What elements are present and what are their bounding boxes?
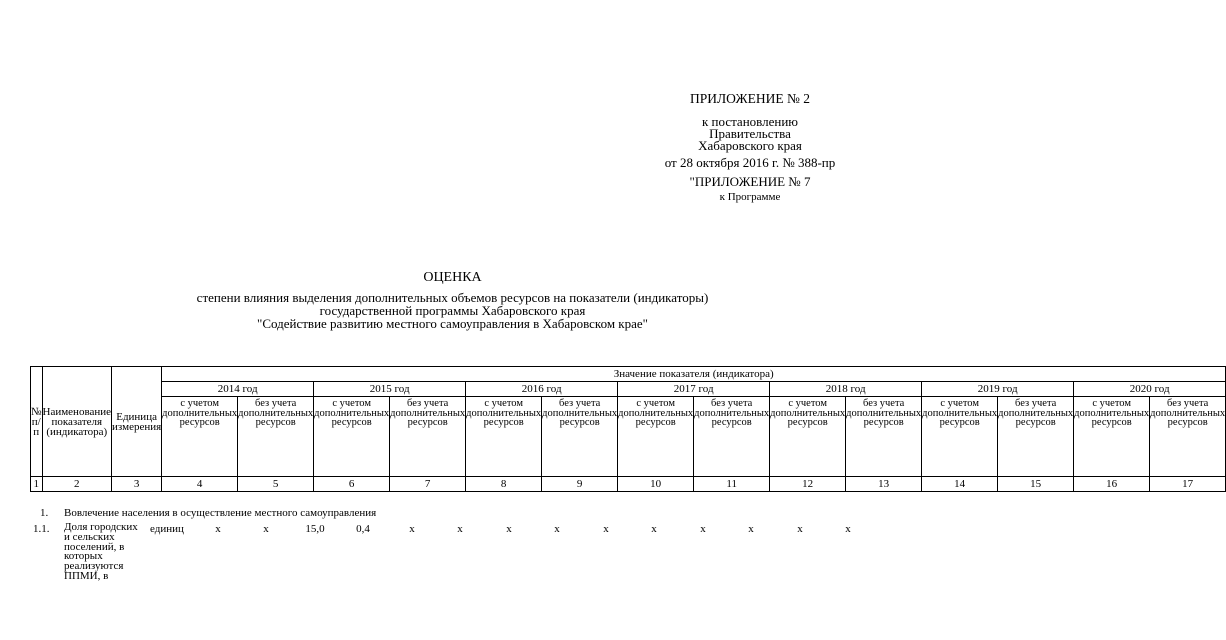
column-number: 6 — [314, 477, 390, 492]
without-resources-header: без учета дополнительных ресурсов — [846, 397, 922, 477]
doc-subtitle-3: "Содействие развитию местного самоуправления в Хабаровском крае" — [257, 316, 648, 331]
col-header-unit: Единица измерения — [112, 367, 162, 477]
with-resources-header: с учетом дополнительных ресурсов — [770, 397, 846, 477]
appendix-line-4: Хабаровского края — [698, 138, 802, 153]
without-resources-header: без учета дополнительных ресурсов — [238, 397, 314, 477]
without-resources-header: без учета дополнительных ресурсов — [694, 397, 770, 477]
row-value: х — [554, 523, 560, 535]
with-resources-header: с учетом дополнительных ресурсов — [1074, 397, 1150, 477]
row-value: х — [845, 523, 851, 535]
row-indicator-name: Доля городских и сельских поселений, в которых реализуются ППМИ, в — [64, 521, 138, 582]
col-header-values: Значение показателя (индикатора) — [162, 367, 1226, 382]
appendix-title: ПРИЛОЖЕНИЕ № 2 — [689, 91, 811, 106]
row-value: х — [263, 523, 269, 535]
without-resources-header: без учета дополнительных ресурсов — [998, 397, 1074, 477]
without-resources-header: без учета дополнительных ресурсов — [1150, 397, 1226, 477]
with-resources-header: с учетом дополнительных ресурсов — [466, 397, 542, 477]
row-value: х — [651, 523, 657, 535]
row-value: 0,4 — [356, 523, 370, 535]
doc-subtitle-1: степени влияния выделения дополнительных объемов ресурсов на показатели (индикаторы) — [196, 290, 709, 305]
year-header: 2020 год — [1074, 382, 1226, 397]
column-number: 3 — [112, 477, 162, 492]
column-number: 12 — [770, 477, 846, 492]
column-number: 5 — [238, 477, 314, 492]
doc-title: ОЦЕНКА — [423, 270, 482, 285]
appendix-line-3: Правительства — [709, 126, 791, 141]
row-value: х — [409, 523, 415, 535]
column-number: 16 — [1074, 477, 1150, 492]
doc-subtitle-2: государственной программы Хабаровского края — [319, 303, 586, 318]
column-number: 7 — [390, 477, 466, 492]
row-unit: единиц — [150, 523, 184, 535]
column-number: 14 — [922, 477, 998, 492]
with-resources-header: с учетом дополнительных ресурсов — [162, 397, 238, 477]
row-value: 15,0 — [305, 523, 325, 535]
year-header: 2015 год — [314, 382, 466, 397]
row-value: х — [506, 523, 512, 535]
year-header: 2017 год — [618, 382, 770, 397]
column-number: 9 — [542, 477, 618, 492]
without-resources-header: без учета дополнительных ресурсов — [542, 397, 618, 477]
column-number: 10 — [618, 477, 694, 492]
row-value: х — [457, 523, 463, 535]
row-value: х — [603, 523, 609, 535]
year-header: 2018 год — [770, 382, 922, 397]
appendix-line-7: к Программе — [719, 191, 781, 203]
column-number: 1 — [31, 477, 43, 492]
row-value: х — [215, 523, 221, 535]
column-number: 17 — [1150, 477, 1226, 492]
appendix-line-6: "ПРИЛОЖЕНИЕ № 7 — [689, 174, 811, 189]
column-number: 4 — [162, 477, 238, 492]
year-header: 2014 год — [162, 382, 314, 397]
col-header-num: № п/п — [31, 367, 43, 477]
row-number: 1.1. — [33, 523, 50, 535]
section-number: 1. — [40, 507, 49, 519]
appendix-line-2: к постановлению — [701, 114, 799, 129]
column-number: 2 — [42, 477, 112, 492]
appendix-date: от 28 октября 2016 г. № 388-пр — [664, 155, 836, 170]
with-resources-header: с учетом дополнительных ресурсов — [618, 397, 694, 477]
col-header-name: Наименование показателя (индикатора) — [42, 367, 112, 477]
indicators-table — [30, 366, 1226, 492]
year-header: 2016 год — [466, 382, 618, 397]
row-value: х — [797, 523, 803, 535]
year-header: 2019 год — [922, 382, 1074, 397]
column-number: 15 — [998, 477, 1074, 492]
row-value: х — [700, 523, 706, 535]
column-number: 11 — [694, 477, 770, 492]
column-number: 8 — [466, 477, 542, 492]
without-resources-header: без учета дополнительных ресурсов — [390, 397, 466, 477]
section-title: Вовлечение населения в осуществление местного самоуправления — [64, 507, 377, 519]
row-value: х — [748, 523, 754, 535]
with-resources-header: с учетом дополнительных ресурсов — [314, 397, 390, 477]
with-resources-header: с учетом дополнительных ресурсов — [922, 397, 998, 477]
column-number: 13 — [846, 477, 922, 492]
